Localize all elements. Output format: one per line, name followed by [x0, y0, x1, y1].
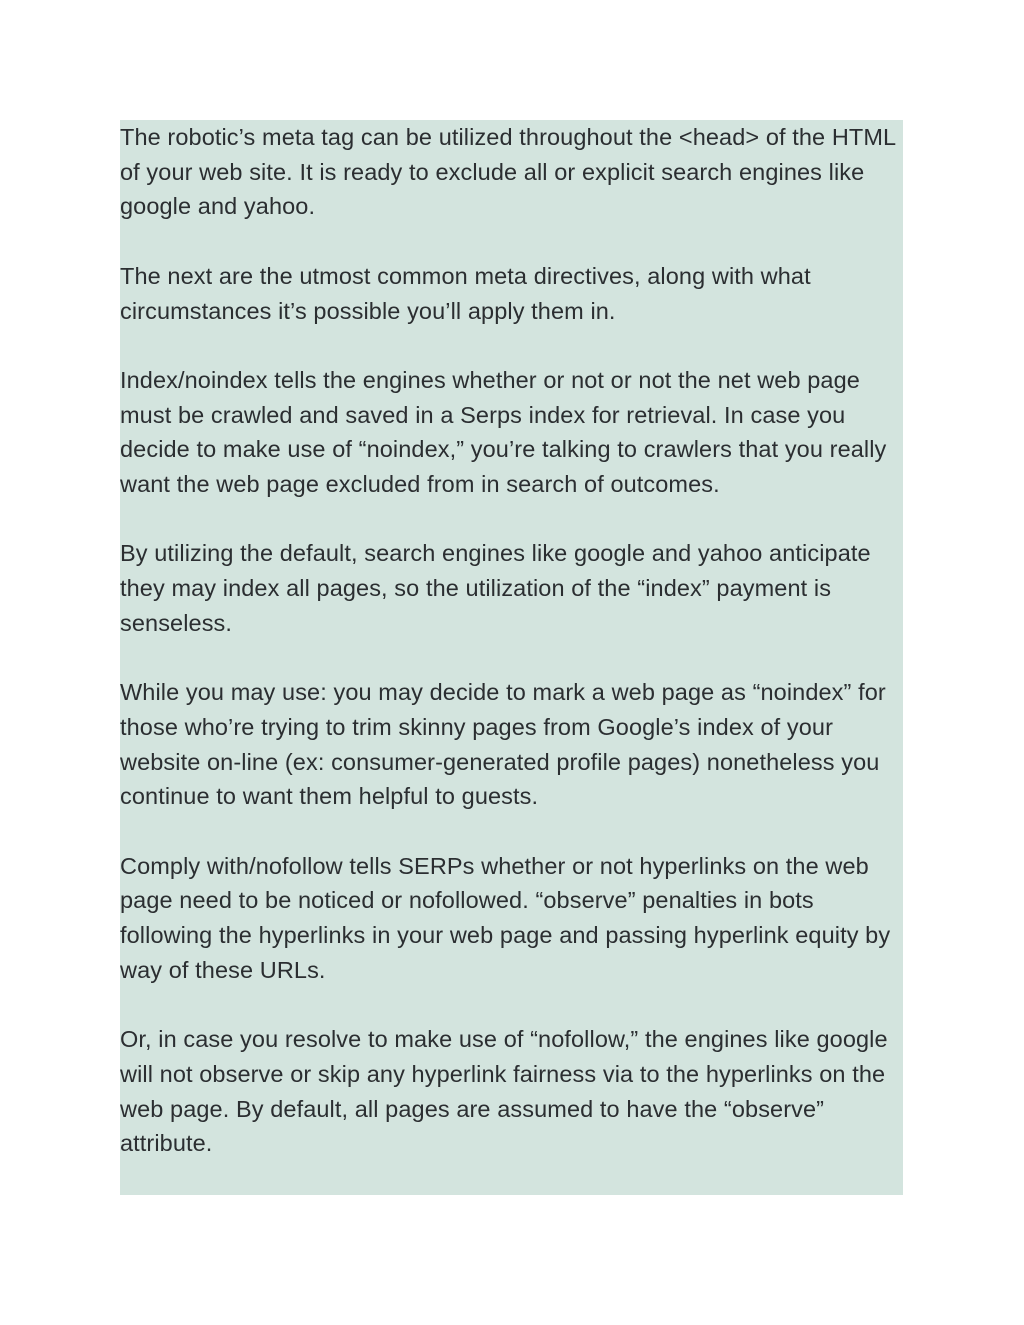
text-block [120, 120, 903, 1195]
paragraph-when-to-use-noindex: While you may use: you may decide to mark a web page as “noindex” for those who’re trying to trim skinny pages from Google’s index of your website on-line (ex: consumer-generated profile pages) nonetheless you continue to want them helpful to guests. [120, 679, 886, 810]
paragraph-nofollow-default: Or, in case you resolve to make use of “nofollow,” the engines like google will not observe or skip any hyperlink fairness via to the hyperlinks on the web page. By default, all pages are assumed to have the “observe” attribute. [120, 1026, 888, 1157]
paragraph-common-directives: The next are the utmost common meta directives, along with what circumstances it’s possible you’ll apply them in. [120, 262, 811, 324]
paragraph-robots-meta-intro: The robotic’s meta tag can be utilized throughout the <head> of the HTML of your web site. It is ready to exclude all or explicit search engines like google and yahoo. [120, 124, 896, 220]
paragraph-index-noindex: Index/noindex tells the engines whether or not or not the net web page must be crawled and saved in a Serps index for retrieval. In case you decide to make use of “noindex,” you’re talking to crawlers that you really want the web page excluded from in search of outcomes. [120, 366, 887, 497]
paragraph-default-index: By utilizing the default, search engines like google and yahoo anticipate they may index all pages, so the utilization of the “index” payment is senseless. [120, 540, 871, 636]
paragraph-follow-nofollow: Comply with/nofollow tells SERPs whether or not hyperlinks on the web page need to be noticed or nofollowed. “observe” penalties in bots following the hyperlinks in your web page and passing hyperlink equity by way of these URLs. [120, 852, 891, 983]
